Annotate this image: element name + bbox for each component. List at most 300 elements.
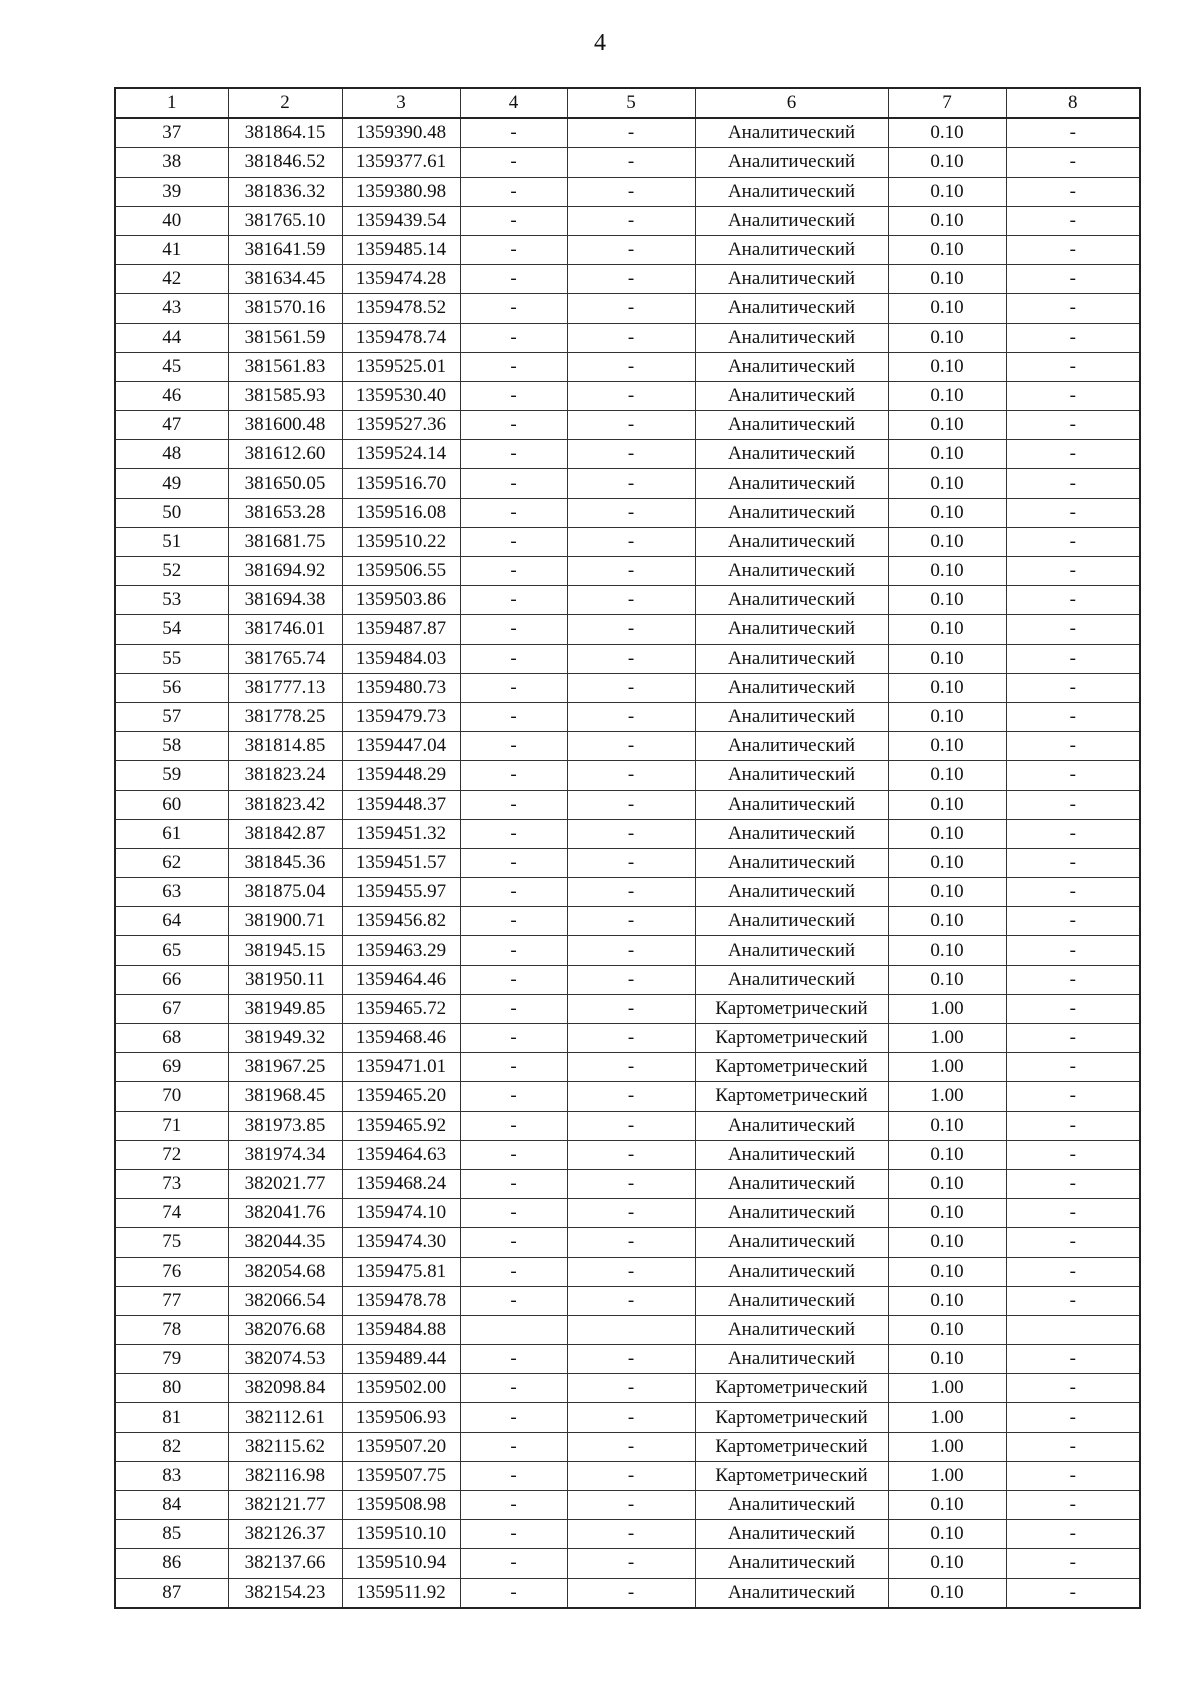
cell-accuracy: 1.00 [888, 1374, 1006, 1403]
cell-point-number: 74 [115, 1199, 228, 1228]
cell-col-5: - [567, 1461, 695, 1490]
cell-coord-x: 382074.53 [228, 1345, 342, 1374]
cell-point-number: 66 [115, 965, 228, 994]
cell-accuracy: 0.10 [888, 936, 1006, 965]
cell-col-8: - [1006, 557, 1140, 586]
table-row [115, 965, 1140, 994]
cell-coord-x: 381681.75 [228, 527, 342, 556]
cell-coord-x: 381561.59 [228, 323, 342, 352]
cell-col-4: - [460, 1199, 567, 1228]
cell-point-number: 75 [115, 1228, 228, 1257]
cell-point-number: 67 [115, 994, 228, 1023]
cell-method: Аналитический [695, 1228, 888, 1257]
cell-col-8: - [1006, 177, 1140, 206]
cell-col-4: - [460, 557, 567, 586]
cell-col-8 [1006, 1315, 1140, 1344]
cell-col-4: - [460, 644, 567, 673]
cell-accuracy: 0.10 [888, 498, 1006, 527]
cell-accuracy: 0.10 [888, 206, 1006, 235]
cell-coord-x: 382112.61 [228, 1403, 342, 1432]
cell-coord-y: 1359448.37 [342, 790, 460, 819]
cell-col-8: - [1006, 965, 1140, 994]
cell-col-5: - [567, 1082, 695, 1111]
cell-col-4: - [460, 440, 567, 469]
cell-coord-y: 1359464.63 [342, 1140, 460, 1169]
cell-col-4: - [460, 994, 567, 1023]
cell-coord-x: 381864.15 [228, 118, 342, 148]
cell-col-8: - [1006, 148, 1140, 177]
cell-col-4: - [460, 965, 567, 994]
cell-col-5: - [567, 498, 695, 527]
cell-col-8: - [1006, 1053, 1140, 1082]
cell-col-5: - [567, 790, 695, 819]
cell-method: Аналитический [695, 118, 888, 148]
cell-coord-y: 1359474.30 [342, 1228, 460, 1257]
cell-col-4: - [460, 732, 567, 761]
cell-coord-x: 381561.83 [228, 352, 342, 381]
cell-coord-x: 382044.35 [228, 1228, 342, 1257]
cell-point-number: 70 [115, 1082, 228, 1111]
table-row [115, 177, 1140, 206]
cell-coord-y: 1359451.57 [342, 848, 460, 877]
cell-col-5: - [567, 1228, 695, 1257]
cell-col-8: - [1006, 1520, 1140, 1549]
cell-coord-x: 382066.54 [228, 1286, 342, 1315]
cell-col-8: - [1006, 1286, 1140, 1315]
cell-col-5: - [567, 177, 695, 206]
cell-point-number: 50 [115, 498, 228, 527]
cell-col-8: - [1006, 206, 1140, 235]
cell-coord-y: 1359508.98 [342, 1491, 460, 1520]
cell-accuracy: 0.10 [888, 1169, 1006, 1198]
cell-accuracy: 0.10 [888, 761, 1006, 790]
cell-col-8: - [1006, 615, 1140, 644]
cell-col-5: - [567, 206, 695, 235]
cell-accuracy: 0.10 [888, 673, 1006, 702]
cell-coord-x: 381823.42 [228, 790, 342, 819]
table-row [115, 1024, 1140, 1053]
cell-method: Аналитический [695, 673, 888, 702]
cell-accuracy: 0.10 [888, 265, 1006, 294]
cell-col-8: - [1006, 323, 1140, 352]
table-row [115, 1432, 1140, 1461]
cell-coord-y: 1359468.46 [342, 1024, 460, 1053]
column-header-6: 6 [695, 88, 888, 118]
table-row [115, 1403, 1140, 1432]
cell-coord-x: 381836.32 [228, 177, 342, 206]
cell-col-5: - [567, 586, 695, 615]
table-row [115, 644, 1140, 673]
cell-point-number: 51 [115, 527, 228, 556]
cell-col-5: - [567, 1169, 695, 1198]
cell-coord-y: 1359524.14 [342, 440, 460, 469]
cell-accuracy: 0.10 [888, 1315, 1006, 1344]
cell-col-4: - [460, 1169, 567, 1198]
cell-point-number: 63 [115, 878, 228, 907]
cell-coord-y: 1359465.20 [342, 1082, 460, 1111]
cell-coord-y: 1359480.73 [342, 673, 460, 702]
cell-coord-x: 382154.23 [228, 1578, 342, 1608]
cell-col-4: - [460, 1461, 567, 1490]
cell-method: Аналитический [695, 469, 888, 498]
cell-method: Аналитический [695, 177, 888, 206]
cell-method: Аналитический [695, 1257, 888, 1286]
table-body [115, 118, 1140, 1608]
table-row [115, 732, 1140, 761]
cell-point-number: 54 [115, 615, 228, 644]
table-row [115, 878, 1140, 907]
cell-col-5: - [567, 615, 695, 644]
cell-col-5: - [567, 1111, 695, 1140]
cell-accuracy: 0.10 [888, 323, 1006, 352]
cell-col-8: - [1006, 790, 1140, 819]
cell-col-4: - [460, 381, 567, 410]
cell-method: Аналитический [695, 1111, 888, 1140]
cell-col-4: - [460, 1578, 567, 1608]
cell-coord-x: 382116.98 [228, 1461, 342, 1490]
cell-coord-x: 381842.87 [228, 819, 342, 848]
cell-coord-y: 1359510.94 [342, 1549, 460, 1578]
cell-accuracy: 0.10 [888, 469, 1006, 498]
cell-col-8: - [1006, 994, 1140, 1023]
cell-point-number: 78 [115, 1315, 228, 1344]
cell-point-number: 81 [115, 1403, 228, 1432]
cell-point-number: 39 [115, 177, 228, 206]
cell-method: Аналитический [695, 702, 888, 731]
cell-col-8: - [1006, 440, 1140, 469]
cell-coord-y: 1359507.75 [342, 1461, 460, 1490]
cell-coord-y: 1359471.01 [342, 1053, 460, 1082]
cell-col-4: - [460, 1082, 567, 1111]
cell-accuracy: 0.10 [888, 1549, 1006, 1578]
cell-point-number: 82 [115, 1432, 228, 1461]
table-row [115, 498, 1140, 527]
cell-col-4: - [460, 498, 567, 527]
cell-col-8: - [1006, 848, 1140, 877]
cell-coord-y: 1359475.81 [342, 1257, 460, 1286]
page-number: 4 [594, 30, 606, 56]
table-row [115, 615, 1140, 644]
cell-col-8: - [1006, 294, 1140, 323]
cell-col-5: - [567, 1549, 695, 1578]
cell-point-number: 77 [115, 1286, 228, 1315]
cell-col-4: - [460, 907, 567, 936]
cell-point-number: 68 [115, 1024, 228, 1053]
cell-col-8: - [1006, 673, 1140, 702]
cell-method: Аналитический [695, 557, 888, 586]
cell-accuracy: 1.00 [888, 1461, 1006, 1490]
table-row [115, 118, 1140, 148]
cell-accuracy: 0.10 [888, 907, 1006, 936]
cell-col-4: - [460, 1403, 567, 1432]
cell-accuracy: 0.10 [888, 557, 1006, 586]
cell-col-5: - [567, 878, 695, 907]
cell-accuracy: 0.10 [888, 1228, 1006, 1257]
cell-method: Аналитический [695, 878, 888, 907]
column-header-7: 7 [888, 88, 1006, 118]
cell-accuracy: 0.10 [888, 878, 1006, 907]
cell-col-8: - [1006, 469, 1140, 498]
cell-method: Картометрический [695, 1374, 888, 1403]
table-row [115, 848, 1140, 877]
cell-accuracy: 0.10 [888, 118, 1006, 148]
cell-coord-x: 381650.05 [228, 469, 342, 498]
cell-col-8: - [1006, 1199, 1140, 1228]
cell-col-8: - [1006, 1549, 1140, 1578]
cell-coord-x: 381845.36 [228, 848, 342, 877]
cell-method: Аналитический [695, 586, 888, 615]
cell-col-8: - [1006, 819, 1140, 848]
cell-coord-y: 1359439.54 [342, 206, 460, 235]
cell-col-8: - [1006, 644, 1140, 673]
cell-point-number: 44 [115, 323, 228, 352]
cell-method: Аналитический [695, 294, 888, 323]
cell-point-number: 37 [115, 118, 228, 148]
cell-method: Аналитический [695, 352, 888, 381]
cell-col-4: - [460, 235, 567, 264]
cell-accuracy: 0.10 [888, 1199, 1006, 1228]
cell-point-number: 71 [115, 1111, 228, 1140]
cell-col-8: - [1006, 498, 1140, 527]
cell-point-number: 84 [115, 1491, 228, 1520]
cell-col-8: - [1006, 1024, 1140, 1053]
cell-col-5: - [567, 527, 695, 556]
cell-col-4 [460, 1315, 567, 1344]
column-header-5: 5 [567, 88, 695, 118]
cell-coord-x: 381968.45 [228, 1082, 342, 1111]
cell-coord-x: 381967.25 [228, 1053, 342, 1082]
cell-col-8: - [1006, 878, 1140, 907]
cell-point-number: 56 [115, 673, 228, 702]
cell-point-number: 43 [115, 294, 228, 323]
cell-method: Картометрический [695, 1403, 888, 1432]
cell-coord-y: 1359487.87 [342, 615, 460, 644]
table-row [115, 761, 1140, 790]
cell-coord-x: 381600.48 [228, 411, 342, 440]
cell-point-number: 87 [115, 1578, 228, 1608]
cell-method: Картометрический [695, 1432, 888, 1461]
cell-coord-x: 381746.01 [228, 615, 342, 644]
column-header-8: 8 [1006, 88, 1140, 118]
cell-coord-y: 1359511.92 [342, 1578, 460, 1608]
cell-point-number: 69 [115, 1053, 228, 1082]
cell-method: Аналитический [695, 1286, 888, 1315]
table-row [115, 1345, 1140, 1374]
cell-col-4: - [460, 1024, 567, 1053]
cell-col-8: - [1006, 235, 1140, 264]
table-row [115, 673, 1140, 702]
table-row [115, 1520, 1140, 1549]
cell-col-5: - [567, 294, 695, 323]
table-row [115, 1169, 1140, 1198]
cell-method: Аналитический [695, 1199, 888, 1228]
cell-coord-y: 1359503.86 [342, 586, 460, 615]
cell-col-8: - [1006, 381, 1140, 410]
cell-coord-y: 1359484.03 [342, 644, 460, 673]
cell-method: Аналитический [695, 411, 888, 440]
cell-coord-x: 381653.28 [228, 498, 342, 527]
cell-coord-y: 1359478.74 [342, 323, 460, 352]
cell-point-number: 86 [115, 1549, 228, 1578]
cell-method: Аналитический [695, 1140, 888, 1169]
cell-coord-y: 1359507.20 [342, 1432, 460, 1461]
cell-method: Аналитический [695, 1345, 888, 1374]
cell-col-5: - [567, 761, 695, 790]
cell-accuracy: 0.10 [888, 790, 1006, 819]
cell-col-4: - [460, 1140, 567, 1169]
cell-point-number: 40 [115, 206, 228, 235]
cell-coord-x: 381949.85 [228, 994, 342, 1023]
cell-col-8: - [1006, 411, 1140, 440]
table-row [115, 323, 1140, 352]
cell-col-4: - [460, 1286, 567, 1315]
cell-method: Аналитический [695, 732, 888, 761]
cell-accuracy: 0.10 [888, 702, 1006, 731]
cell-col-8: - [1006, 1140, 1140, 1169]
cell-accuracy: 0.10 [888, 644, 1006, 673]
cell-point-number: 41 [115, 235, 228, 264]
cell-col-4: - [460, 323, 567, 352]
cell-accuracy: 0.10 [888, 177, 1006, 206]
cell-col-4: - [460, 294, 567, 323]
cell-coord-x: 382098.84 [228, 1374, 342, 1403]
table-row [115, 1549, 1140, 1578]
cell-coord-x: 381777.13 [228, 673, 342, 702]
cell-method: Картометрический [695, 1461, 888, 1490]
cell-point-number: 47 [115, 411, 228, 440]
cell-col-4: - [460, 848, 567, 877]
cell-col-5: - [567, 907, 695, 936]
cell-col-4: - [460, 1257, 567, 1286]
cell-col-5: - [567, 557, 695, 586]
cell-method: Аналитический [695, 907, 888, 936]
table-row [115, 235, 1140, 264]
cell-accuracy: 1.00 [888, 1432, 1006, 1461]
cell-col-5: - [567, 1403, 695, 1432]
coordinates-table [114, 87, 1141, 1609]
cell-accuracy: 0.10 [888, 1257, 1006, 1286]
table-row [115, 1315, 1140, 1344]
cell-col-4: - [460, 1345, 567, 1374]
table-row [115, 206, 1140, 235]
cell-method: Картометрический [695, 1082, 888, 1111]
cell-col-4: - [460, 1053, 567, 1082]
cell-col-4: - [460, 790, 567, 819]
cell-col-5: - [567, 352, 695, 381]
cell-col-5: - [567, 644, 695, 673]
cell-accuracy: 0.10 [888, 1345, 1006, 1374]
cell-col-5: - [567, 411, 695, 440]
cell-coord-x: 381974.34 [228, 1140, 342, 1169]
cell-coord-x: 382041.76 [228, 1199, 342, 1228]
cell-accuracy: 0.10 [888, 235, 1006, 264]
cell-col-5: - [567, 673, 695, 702]
cell-col-8: - [1006, 1257, 1140, 1286]
cell-method: Аналитический [695, 206, 888, 235]
cell-method: Аналитический [695, 265, 888, 294]
cell-coord-y: 1359478.78 [342, 1286, 460, 1315]
cell-col-5: - [567, 118, 695, 148]
table-row [115, 1491, 1140, 1520]
cell-point-number: 73 [115, 1169, 228, 1198]
cell-point-number: 46 [115, 381, 228, 410]
column-header-3: 3 [342, 88, 460, 118]
column-header-4: 4 [460, 88, 567, 118]
cell-col-8: - [1006, 1082, 1140, 1111]
cell-coord-x: 382021.77 [228, 1169, 342, 1198]
cell-accuracy: 0.10 [888, 1578, 1006, 1608]
cell-accuracy: 0.10 [888, 965, 1006, 994]
cell-method: Аналитический [695, 1549, 888, 1578]
cell-accuracy: 1.00 [888, 1403, 1006, 1432]
cell-col-8: - [1006, 1111, 1140, 1140]
cell-col-5: - [567, 1491, 695, 1520]
cell-accuracy: 1.00 [888, 1082, 1006, 1111]
table-row [115, 440, 1140, 469]
cell-coord-y: 1359530.40 [342, 381, 460, 410]
cell-col-4: - [460, 1111, 567, 1140]
cell-coord-y: 1359447.04 [342, 732, 460, 761]
cell-point-number: 79 [115, 1345, 228, 1374]
cell-point-number: 85 [115, 1520, 228, 1549]
cell-col-4: - [460, 411, 567, 440]
cell-col-5: - [567, 732, 695, 761]
cell-coord-x: 381823.24 [228, 761, 342, 790]
cell-coord-x: 382115.62 [228, 1432, 342, 1461]
cell-accuracy: 0.10 [888, 1491, 1006, 1520]
cell-col-5: - [567, 1578, 695, 1608]
cell-point-number: 64 [115, 907, 228, 936]
table-row [115, 381, 1140, 410]
cell-col-5: - [567, 994, 695, 1023]
table-row [115, 1578, 1140, 1608]
table-row [115, 1111, 1140, 1140]
cell-coord-y: 1359478.52 [342, 294, 460, 323]
cell-accuracy: 0.10 [888, 440, 1006, 469]
table-row [115, 819, 1140, 848]
cell-col-4: - [460, 118, 567, 148]
cell-coord-y: 1359455.97 [342, 878, 460, 907]
cell-col-4: - [460, 469, 567, 498]
cell-coord-y: 1359463.29 [342, 936, 460, 965]
cell-coord-y: 1359468.24 [342, 1169, 460, 1198]
cell-coord-y: 1359489.44 [342, 1345, 460, 1374]
cell-col-4: - [460, 177, 567, 206]
cell-col-8: - [1006, 1169, 1140, 1198]
cell-col-5: - [567, 323, 695, 352]
cell-accuracy: 0.10 [888, 1111, 1006, 1140]
cell-coord-y: 1359479.73 [342, 702, 460, 731]
cell-method: Аналитический [695, 1315, 888, 1344]
cell-col-4: - [460, 148, 567, 177]
cell-coord-x: 381778.25 [228, 702, 342, 731]
cell-col-8: - [1006, 907, 1140, 936]
cell-col-4: - [460, 936, 567, 965]
cell-coord-y: 1359464.46 [342, 965, 460, 994]
cell-coord-x: 381694.38 [228, 586, 342, 615]
cell-point-number: 45 [115, 352, 228, 381]
cell-point-number: 61 [115, 819, 228, 848]
cell-col-4: - [460, 352, 567, 381]
table-row [115, 702, 1140, 731]
cell-col-5 [567, 1315, 695, 1344]
cell-method: Аналитический [695, 1491, 888, 1520]
cell-col-8: - [1006, 702, 1140, 731]
cell-method: Аналитический [695, 440, 888, 469]
cell-coord-y: 1359485.14 [342, 235, 460, 264]
cell-col-4: - [460, 1432, 567, 1461]
cell-accuracy: 1.00 [888, 1024, 1006, 1053]
